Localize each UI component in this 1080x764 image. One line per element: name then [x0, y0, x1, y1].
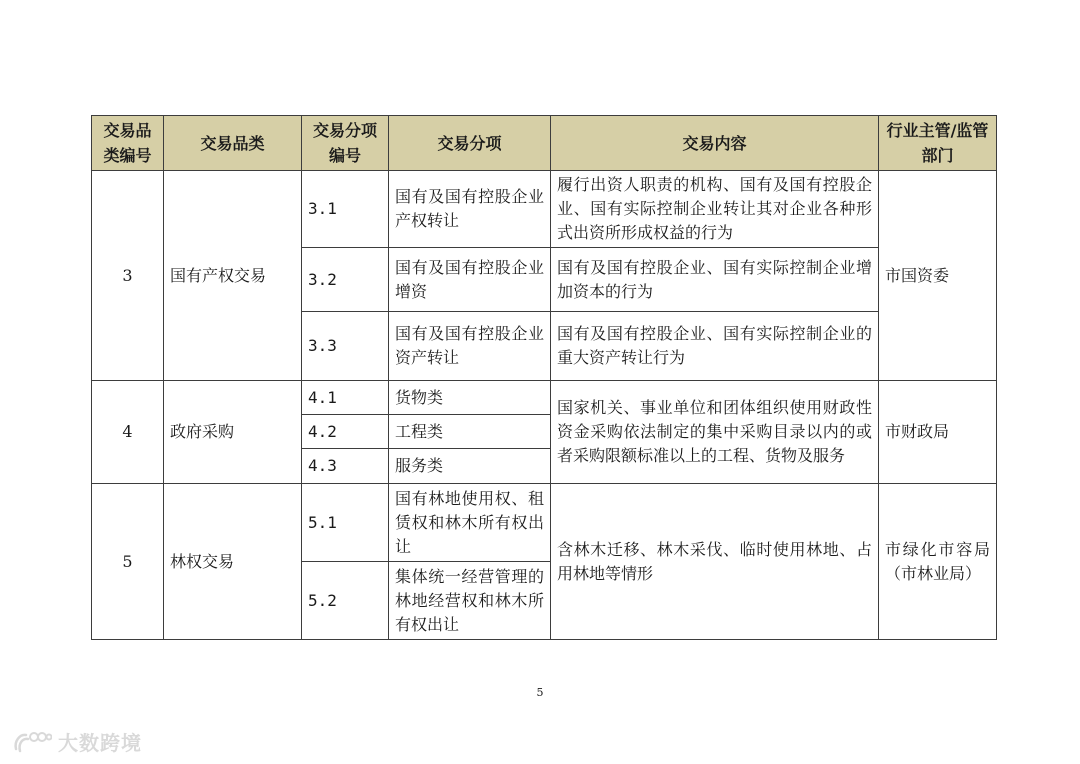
item-name-cell: 货物类: [389, 381, 551, 415]
department-cell: 市绿化市容局（市林业局）: [879, 484, 997, 640]
content-cell: 国有及国有控股企业、国有实际控制企业的重大资产转让行为: [551, 312, 879, 381]
item-code-cell: 5.1: [302, 484, 389, 562]
header-content: 交易内容: [551, 116, 879, 171]
table-header-row: [92, 116, 997, 171]
item-name-cell: 国有及国有控股企业资产转让: [389, 312, 551, 381]
category-cell: 国有产权交易: [164, 171, 302, 381]
item-name-cell: 国有及国有控股企业产权转让: [389, 171, 551, 248]
item-name-cell: 国有林地使用权、租赁权和林木所有权出让: [389, 484, 551, 562]
category-cell: 政府采购: [164, 381, 302, 484]
item-code-cell: 4.1: [302, 381, 389, 415]
item-code-cell: 3.3: [302, 312, 389, 381]
item-code-cell: 5.2: [302, 562, 389, 640]
page-number: 5: [536, 686, 544, 699]
trade-category-table: [91, 115, 997, 640]
department-cell: 市国资委: [879, 171, 997, 381]
table-row: [92, 484, 997, 562]
item-code-cell: 3.2: [302, 248, 389, 312]
category-cell: 林权交易: [164, 484, 302, 640]
table-row: [92, 381, 997, 415]
watermark: [12, 727, 142, 756]
category-code-cell: 5: [92, 484, 164, 640]
category-code-cell: 3: [92, 171, 164, 381]
item-code-cell: 3.1: [302, 171, 389, 248]
item-code-cell: 4.2: [302, 415, 389, 449]
item-name-cell: 工程类: [389, 415, 551, 449]
header-department: 行业主管/监管部门: [879, 116, 997, 171]
header-item-code: 交易分项编号: [302, 116, 389, 171]
content-cell: 国有及国有控股企业、国有实际控制企业增加资本的行为: [551, 248, 879, 312]
item-code-cell: 4.3: [302, 449, 389, 484]
watermark-text: 大数跨境: [58, 731, 142, 755]
item-name-cell: 国有及国有控股企业增资: [389, 248, 551, 312]
header-item: 交易分项: [389, 116, 551, 171]
brand-logo-icon: [12, 729, 52, 755]
content-cell: 履行出资人职责的机构、国有及国有控股企业、国有实际控制企业转让其对企业各种形式出资所形成权益的行为: [551, 171, 879, 248]
content-cell: 含林木迁移、林木采伐、临时使用林地、占用林地等情形: [551, 484, 879, 640]
content-cell: 国家机关、事业单位和团体组织使用财政性资金采购依法制定的集中采购目录以内的或者采购限额标准以上的工程、货物及服务: [551, 381, 879, 484]
category-code-cell: 4: [92, 381, 164, 484]
header-category-code: 交易品类编号: [92, 116, 164, 171]
table-row: [92, 171, 997, 248]
header-category: 交易品类: [164, 116, 302, 171]
department-cell: 市财政局: [879, 381, 997, 484]
item-name-cell: 服务类: [389, 449, 551, 484]
item-name-cell: 集体统一经营管理的林地经营权和林木所有权出让: [389, 562, 551, 640]
